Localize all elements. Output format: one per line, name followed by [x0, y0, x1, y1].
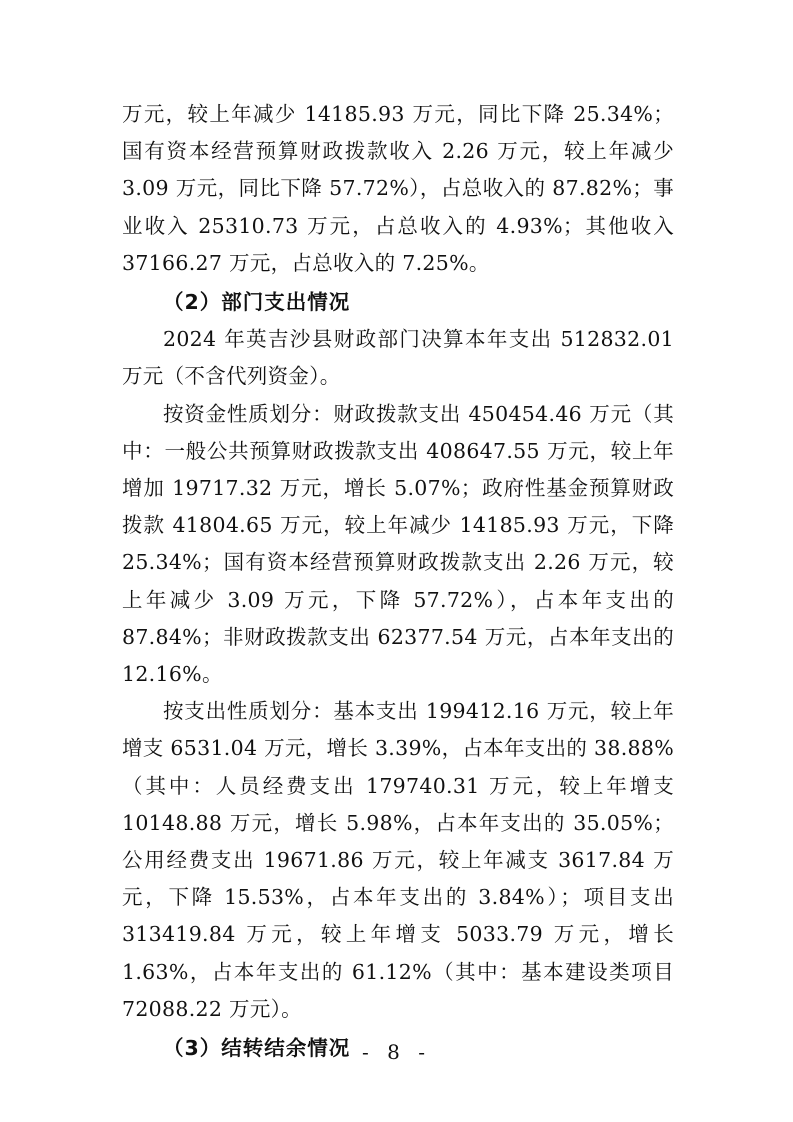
- paragraph-total-expenditure: 2024 年英吉沙县财政部门决算本年支出 512832.01 万元（不含代列资金）。: [122, 327, 674, 389]
- section-heading-carryover: （3）结转结余情况: [163, 1036, 351, 1061]
- section-heading-expenditure: （2）部门支出情况: [163, 290, 351, 315]
- page-number: - 8 -: [362, 1040, 431, 1064]
- paragraph-expenditure-by-nature: 按支出性质划分：基本支出 199412.16 万元，较上年增支 6531.04 万元，增长 3.39%，占本年支出的 38.88%（其中：人员经费支出 179740.31 万元，较上年增支 10148.88 万元，增长 5.98%，占本年支出的 35.05%；公用经费支出 19671.86 万元，较上年减支 3617.84 万元，下降 15.53%，占本年支出的 3.84%）；项目支出 313419.84 万元，较上年增支 5033.79 万元，增长 1.63%，占本年支出的 61.12%（其中：基本建设类项目 72088.22 万元）。: [122, 699, 674, 1021]
- paragraph-expenditure-by-fund: 按资金性质划分：财政拨款支出 450454.46 万元（其中：一般公共预算财政拨款支出 408647.55 万元，较上年增加 19717.32 万元，增长 5.07%；政府性基金预算财政拨款 41804.65 万元，较上年减少 14185.93 万元，下降 25.34%；国有资本经营预算财政拨款支出 2.26 万元，较上年减少 3.09 万元，下降 57.72%），占本年支出的 87.84%；非财政拨款支出 62377.54 万元，占本年支出的 12.16%。: [122, 401, 674, 687]
- body-text: [122, 96, 674, 1067]
- paragraph-income-summary: 万元，较上年减少 14185.93 万元，同比下降 25.34%；国有资本经营预算财政拨款收入 2.26 万元，较上年减少 3.09 万元，同比下降 57.72%），占总收入的 87.82%；事业收入 25310.73 万元，占总收入的 4.93%；其他收入 37166.27 万元，占总收入的 7.25%。: [122, 102, 674, 275]
